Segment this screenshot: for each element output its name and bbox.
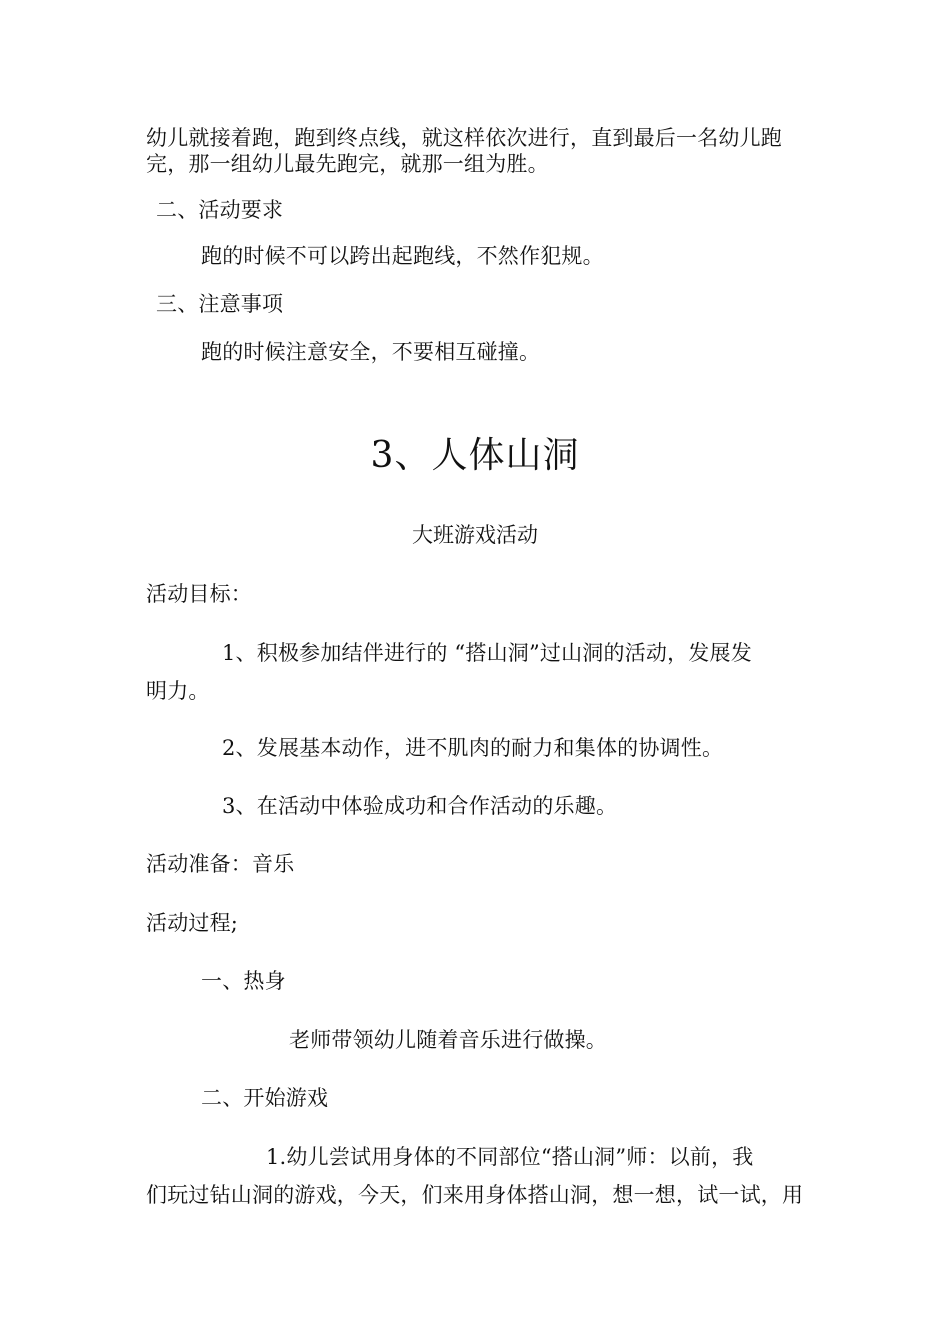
step-heading-warmup: 一、热身 [201,969,286,993]
game-text-line: 1.幼儿尝试用身体的不同部位“搭山洞”师：以前，我 [266,1145,754,1169]
goal-item: 1、积极参加结伴进行的 “搭山洞”过山洞的活动，发展发 [222,641,752,665]
goal-item: 3、在活动中体验成功和合作活动的乐趣。 [222,794,618,818]
paragraph-line: 幼儿就接着跑，跑到终点线，就这样依次进行，直到最后一名幼儿跑 [146,126,782,150]
requirements-text: 跑的时候不可以跨出起跑线，不然作犯规。 [201,244,604,268]
warmup-text: 老师带领幼儿随着音乐进行做操。 [289,1028,607,1052]
process-label: 活动过程; [146,911,239,935]
preparation-text: 活动准备：音乐 [146,852,295,876]
page-title: 3、人体山洞 [370,435,580,476]
notes-text: 跑的时候注意安全，不要相互碰撞。 [201,340,541,364]
paragraph-line: 完，那一组幼儿最先跑完，就那一组为胜。 [146,152,549,176]
step-heading-game: 二、开始游戏 [201,1086,329,1110]
game-text-line: 们玩过钻山洞的游戏，今天，们来用身体搭山洞，想一想，试一试，用 [146,1183,804,1207]
goal-item: 2、发展基本动作，进不肌肉的耐力和集体的协调性。 [222,736,724,760]
page-subtitle: 大班游戏活动 [412,523,538,547]
goal-item-continuation: 明力。 [146,679,210,703]
section-heading-requirements: 二、活动要求 [156,198,284,222]
goals-label: 活动目标： [146,582,252,606]
section-heading-notes: 三、注意事项 [156,292,284,316]
